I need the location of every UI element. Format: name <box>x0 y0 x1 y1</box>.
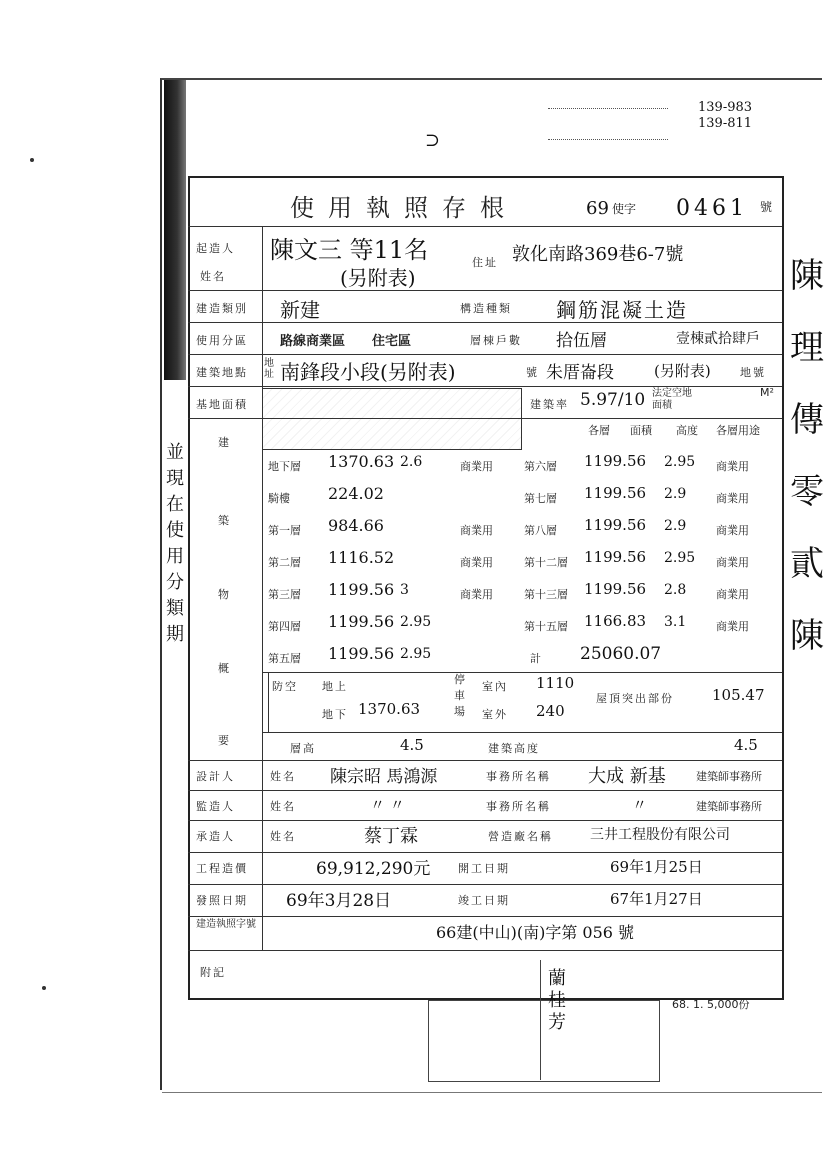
done-label: 竣工日期 <box>458 894 510 907</box>
floor-name: 地下層 <box>268 460 301 473</box>
permit-hao: 號 <box>760 200 773 214</box>
supervisor-suffix: 建築師事務所 <box>696 800 762 813</box>
site-no-value: 朱厝崙段 <box>546 363 614 383</box>
form-number: 68. 1. 5,000份 <box>672 998 750 1011</box>
floor-height: 3 <box>400 582 409 598</box>
building-side-5: 要 <box>218 734 231 747</box>
floor-row <box>524 514 780 544</box>
done-date: 67年1月27日 <box>610 890 703 908</box>
floor-height: 2.95 <box>400 646 432 662</box>
floor-row <box>524 450 780 480</box>
parking-in: 室內 <box>482 680 508 693</box>
parking-label: 停車場 <box>454 673 465 718</box>
corner-stamp <box>548 100 798 160</box>
col-area: 面積 <box>630 424 652 437</box>
builder-label-top: 起造人 <box>196 242 235 255</box>
floor-area: 224.02 <box>328 484 384 503</box>
row-divider <box>188 884 782 885</box>
floor-use: 商業用 <box>460 588 493 601</box>
floor-area: 1199.56 <box>584 580 647 598</box>
floor-row <box>268 610 528 640</box>
corner-stamp-line2: 139-811 <box>698 116 753 131</box>
shelter-under: 地下 <box>322 708 348 721</box>
scan-speck <box>42 986 46 990</box>
issue-label: 發照日期 <box>196 894 248 907</box>
struct-label: 構造種類 <box>460 302 512 315</box>
floor-area: 1199.56 <box>584 452 647 470</box>
floor-row <box>268 514 528 544</box>
land-label: 地址 <box>264 358 274 380</box>
floor-height: 2.8 <box>664 582 687 598</box>
builder-address: 敦化南路369巷6-7號 <box>512 244 684 265</box>
row-divider <box>188 322 782 323</box>
contractor-name-label: 姓名 <box>270 830 296 843</box>
floor-area: 1166.83 <box>584 612 647 630</box>
seal-text: 蘭桂芳 <box>548 968 566 1033</box>
address-label: 住址 <box>472 256 498 269</box>
floor-height: 2.9 <box>664 518 687 534</box>
total-label: 計 <box>530 652 543 665</box>
row-divider <box>188 790 782 791</box>
permit-label: 建造執照字號 <box>196 919 256 930</box>
shelter-ground: 地上 <box>322 680 348 693</box>
floor-row <box>268 546 528 576</box>
remark-label: 附記 <box>200 966 226 979</box>
coverage-value: 5.97/10 <box>580 390 646 410</box>
supervisor-name: 〃 〃 <box>370 796 405 814</box>
site-attached: (另附表) <box>654 362 711 380</box>
site-label: 建築地點 <box>196 366 248 379</box>
form-title: 使用執照存根 <box>290 194 518 222</box>
height-value: 4.5 <box>400 736 424 754</box>
floor-area: 1199.56 <box>328 580 395 599</box>
contractor-firm: 三井工程股份有限公司 <box>590 827 730 843</box>
floor-use: 商業用 <box>460 556 493 569</box>
total-value: 25060.07 <box>580 644 662 664</box>
type-label: 建造類別 <box>196 302 248 315</box>
builder-attached: (另附表) <box>340 266 416 290</box>
label-column-divider <box>262 226 263 950</box>
floor-use: 商業用 <box>716 492 749 505</box>
zone-value2: 住宅區 <box>372 334 412 349</box>
designer-office: 大成 新基 <box>588 766 666 787</box>
floor-name: 騎樓 <box>268 492 290 505</box>
start-date: 69年1月25日 <box>610 858 703 876</box>
land-no-label: 地號 <box>740 366 766 379</box>
row-divider <box>188 820 782 821</box>
units-value: 壹棟貳拾肆戶 <box>676 331 760 347</box>
designer-office-label: 事務所名稱 <box>486 770 551 783</box>
legal-open-label: 法定空地面積 <box>652 388 692 411</box>
row-divider <box>188 852 782 853</box>
floor-row <box>268 578 528 608</box>
supervisor-name-label: 姓名 <box>270 800 296 813</box>
floor-name: 第十五層 <box>524 620 568 633</box>
row-divider <box>188 386 782 387</box>
right-edge-text: 陳理傳零貳陳 <box>790 256 824 656</box>
floor-use: 商業用 <box>716 524 749 537</box>
floor-area: 984.66 <box>328 516 384 535</box>
building-side-4: 概 <box>218 662 231 675</box>
struct-value: 鋼筋混凝土造 <box>556 298 688 322</box>
roof-label: 屋頂突出部份 <box>596 692 674 705</box>
page-bottom-line <box>162 1092 822 1093</box>
builder-name: 陳文三 等11名 <box>270 236 429 264</box>
contractor-firm-label: 營造廠名稱 <box>488 830 553 843</box>
bheight-value: 4.5 <box>734 736 758 754</box>
contractor-name: 蔡丁霖 <box>364 826 418 847</box>
shelter-label: 防空 <box>272 680 298 693</box>
cost-value: 69,912,290元 <box>316 859 431 879</box>
row-divider <box>188 950 782 951</box>
designer-label: 設計人 <box>196 770 235 783</box>
floor-row <box>268 642 528 672</box>
coverage-label: 建築率 <box>530 398 569 411</box>
floor-use: 商業用 <box>460 460 493 473</box>
row-divider <box>188 354 782 355</box>
floor-name: 第十二層 <box>524 556 568 569</box>
roof-value: 105.47 <box>712 686 765 704</box>
row-divider <box>188 290 782 291</box>
shelter-divider <box>268 672 269 732</box>
row-divider <box>188 760 782 761</box>
parking-in-value: 1110 <box>536 674 575 692</box>
floor-height: 2.95 <box>400 614 432 630</box>
floor-area: 1199.56 <box>584 484 647 502</box>
type-value: 新建 <box>280 298 320 322</box>
floor-row <box>524 610 780 640</box>
permit-number: 0461 <box>676 196 748 221</box>
shelter-under-value: 1370.63 <box>358 700 421 718</box>
floor-name: 第七層 <box>524 492 557 505</box>
floors-right <box>524 450 780 650</box>
floor-height: 2.95 <box>664 550 696 566</box>
floor-row <box>268 482 528 512</box>
floor-name: 第一層 <box>268 524 301 537</box>
floor-use: 商業用 <box>716 588 749 601</box>
floor-height: 3.1 <box>664 614 687 630</box>
row-divider <box>188 226 782 227</box>
supervisor-office-label: 事務所名稱 <box>486 800 551 813</box>
floor-name: 第五層 <box>268 652 301 665</box>
parking-out: 室外 <box>482 708 508 721</box>
top-mark: ⊃ <box>425 130 441 151</box>
floor-name: 第二層 <box>268 556 301 569</box>
floor-height: 2.9 <box>664 486 687 502</box>
permit-year: 69 <box>586 198 609 219</box>
floor-use: 商業用 <box>716 620 749 633</box>
floor-area: 1199.56 <box>584 516 647 534</box>
building-side-3: 物 <box>218 588 231 601</box>
permit-value: 66建(中山)(南)字第 056 號 <box>436 923 635 942</box>
area-unit: M² <box>760 386 774 399</box>
floor-use: 商業用 <box>460 524 493 537</box>
col-use: 各層用途 <box>716 424 760 437</box>
scan-speck <box>30 158 34 162</box>
side-note: 並現在使用分類期 <box>166 442 184 645</box>
scan-shadow <box>164 80 186 380</box>
start-label: 開工日期 <box>458 862 510 875</box>
floors-label: 層棟戶數 <box>470 334 522 347</box>
site-value: 南鋒段小段(另附表) <box>280 360 456 384</box>
floor-row <box>524 578 780 608</box>
seal-area <box>428 1000 660 1082</box>
floor-area: 1370.63 <box>328 452 395 471</box>
cost-label: 工程造價 <box>196 862 248 875</box>
floor-name: 第十三層 <box>524 588 568 601</box>
site-no-label: 號 <box>526 366 539 379</box>
floor-row <box>268 450 528 480</box>
issue-date: 69年3月28日 <box>286 891 392 911</box>
floor-name: 第三層 <box>268 588 301 601</box>
stamp-text-block <box>548 108 668 140</box>
floor-name: 第四層 <box>268 620 301 633</box>
height-label: 層高 <box>290 742 316 755</box>
bheight-label: 建築高度 <box>488 742 540 755</box>
floors-value: 拾伍層 <box>556 331 607 351</box>
supervisor-office: 〃 <box>632 796 648 814</box>
zone-label: 使用分區 <box>196 334 248 347</box>
builder-label-bottom: 姓名 <box>200 270 226 283</box>
parking-out-value: 240 <box>536 702 565 720</box>
contractor-label: 承造人 <box>196 830 235 843</box>
floor-area: 1199.56 <box>328 644 395 663</box>
building-side-2: 築 <box>218 514 231 527</box>
floor-name: 第六層 <box>524 460 557 473</box>
building-side-1: 建 <box>218 436 231 449</box>
corner-stamp-line1: 139-983 <box>698 100 753 115</box>
row-divider <box>262 732 782 733</box>
seal-divider <box>540 960 541 1080</box>
col-floor: 各層 <box>588 424 610 437</box>
floor-area: 1116.52 <box>328 548 395 567</box>
floor-name: 第八層 <box>524 524 557 537</box>
floor-area: 1199.56 <box>584 548 647 566</box>
designer-name: 陳宗昭 馬鴻源 <box>330 767 438 787</box>
permit-zi: 使字 <box>612 202 637 216</box>
floor-use: 商業用 <box>716 556 749 569</box>
floor-use: 商業用 <box>716 460 749 473</box>
col-height: 高度 <box>676 424 698 437</box>
floor-height: 2.95 <box>664 454 696 470</box>
floor-row <box>524 546 780 576</box>
designer-name-label: 姓名 <box>270 770 296 783</box>
floor-height: 2.6 <box>400 454 423 470</box>
area-label: 基地面積 <box>196 398 248 411</box>
floor-row <box>524 482 780 512</box>
floor-area: 1199.56 <box>328 612 395 631</box>
zone-value1: 路線商業區 <box>280 334 346 349</box>
supervisor-label: 監造人 <box>196 800 235 813</box>
floors-left <box>268 450 528 680</box>
area-attached-box <box>262 388 522 450</box>
designer-suffix: 建築師事務所 <box>696 770 762 783</box>
row-divider <box>188 916 782 917</box>
row-divider <box>262 672 782 673</box>
